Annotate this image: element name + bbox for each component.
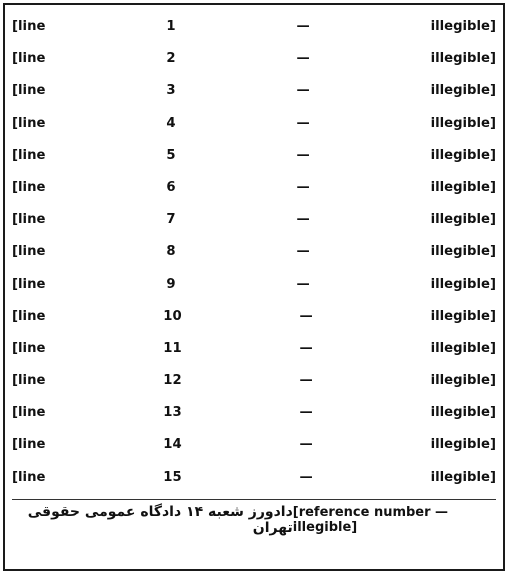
notice-line: [line 10 — illegible] [12,308,496,324]
notice-line: [line 1 — illegible] [12,19,496,34]
notice-line: [line 7 — illegible] [12,212,496,228]
notice-line: [line 5 — illegible] [12,147,496,163]
notice-line: [line 12 — illegible] [12,373,496,389]
court-signature: دادورز شعبه ۱۴ دادگاه عمومی حقوقی تهران [27,503,293,536]
reference-number: [reference number — illegible] [292,504,449,535]
notice-line: [line 9 — illegible] [12,276,496,292]
notice-line: [line 2 — illegible] [12,51,496,67]
notice-line: [line 4 — illegible] [12,115,496,131]
notice-footer [12,500,496,540]
notice-line: [line 3 — illegible] [12,83,496,99]
notice-line: [line 14 — illegible] [12,437,496,453]
notice-frame [3,3,505,571]
notice-line: [line 8 — illegible] [12,244,496,260]
notice-line: [line 13 — illegible] [12,405,496,421]
notice-line: [line 6 — illegible] [12,179,496,195]
notice-body [12,11,496,494]
notice-line: [line 11 — illegible] [12,340,496,356]
notice-line: [line 15 — illegible] [12,469,496,485]
